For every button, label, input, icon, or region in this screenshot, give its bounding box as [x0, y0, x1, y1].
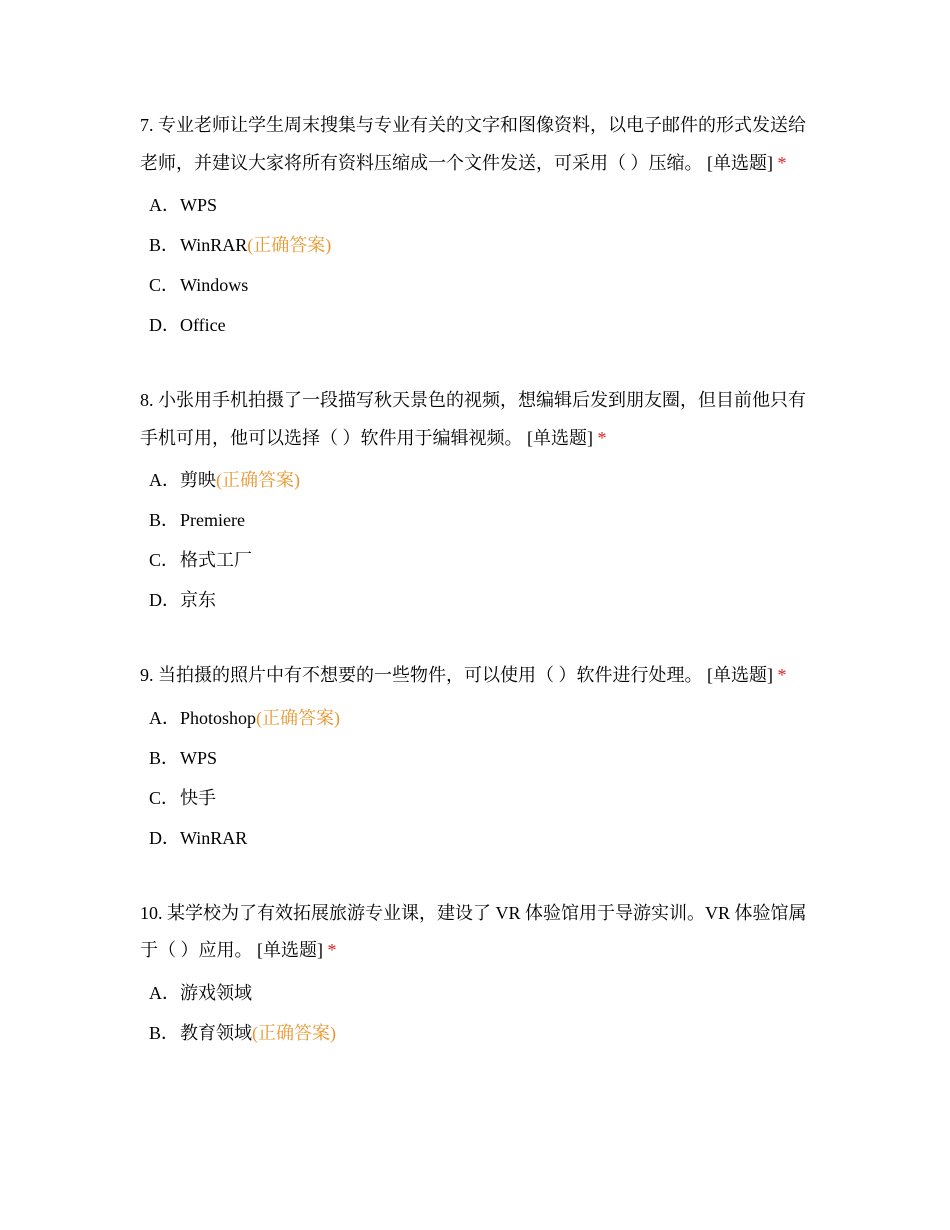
option-a: [140, 973, 820, 1013]
option-text: 快手: [180, 787, 216, 808]
option-text: WinRAR: [180, 827, 248, 848]
option-text: Office: [180, 315, 226, 335]
option-letter: C．: [149, 787, 180, 808]
option-text: WPS: [180, 747, 218, 768]
correct-answer-label: (正确答案): [216, 470, 300, 490]
option-text: 教育领域: [180, 1022, 252, 1043]
option-letter: A．: [149, 195, 180, 215]
option-letter: D．: [149, 827, 180, 848]
option-c: [140, 265, 820, 305]
correct-answer-label: (正确答案): [256, 707, 341, 728]
option-letter: C．: [149, 550, 180, 570]
option-list: [140, 460, 820, 620]
option-letter: B．: [149, 747, 180, 768]
option-letter: D．: [149, 315, 180, 335]
option-text: 格式工厂: [180, 550, 252, 570]
required-mark: *: [327, 940, 337, 960]
question-title: [140, 657, 820, 695]
required-mark: *: [777, 152, 787, 173]
option-letter: C．: [149, 275, 180, 295]
option-list: [140, 973, 820, 1053]
question-text: 8. 小张用手机拍摄了一段描写秋天景色的视频，想编辑后发到朋友圈，但目前他只有手机可用，他可以选择（ ）软件用于编辑视频。 [单选题]: [140, 390, 806, 448]
option-b: [140, 500, 820, 540]
option-letter: D．: [149, 590, 180, 610]
option-c: [140, 778, 820, 818]
option-text: Windows: [180, 275, 249, 295]
option-b: [140, 1013, 820, 1053]
question-7: [140, 107, 820, 345]
question-text: 10. 某学校为了有效拓展旅游专业课，建设了 VR 体验馆用于导游实训。VR 体验馆属于（ ）应用。 [单选题]: [140, 902, 807, 960]
correct-answer-label: (正确答案): [252, 1022, 336, 1043]
option-text: 京东: [180, 590, 216, 610]
option-b: [140, 225, 820, 265]
question-10: [140, 895, 820, 1053]
option-text: 游戏领域: [180, 982, 252, 1003]
option-d: [140, 818, 820, 858]
question-8: [140, 382, 820, 620]
option-a: [140, 698, 820, 738]
option-letter: B．: [149, 235, 180, 255]
option-d: [140, 580, 820, 620]
option-text: WPS: [180, 195, 218, 215]
option-letter: A．: [149, 982, 180, 1003]
question-title: [140, 895, 820, 970]
required-mark: *: [597, 427, 607, 448]
option-list: [140, 698, 820, 858]
correct-answer-label: (正确答案): [247, 235, 332, 255]
option-c: [140, 540, 820, 580]
option-letter: A．: [149, 470, 180, 490]
option-text: Premiere: [180, 510, 245, 530]
option-text: WinRAR: [180, 235, 248, 255]
option-a: [140, 460, 820, 500]
question-title: [140, 107, 820, 182]
option-text: Photoshop: [180, 707, 257, 728]
option-list: [140, 185, 820, 345]
option-b: [140, 738, 820, 778]
option-text: 剪映: [180, 470, 216, 490]
question-title: [140, 382, 820, 457]
option-a: [140, 185, 820, 225]
question-text: 7. 专业老师让学生周末搜集与专业有关的文字和图像资料，以电子邮件的形式发送给老师，并建议大家将所有资料压缩成一个文件发送，可采用（ ）压缩。 [单选题]: [140, 115, 806, 173]
option-letter: B．: [149, 1022, 180, 1043]
option-d: [140, 305, 820, 345]
question-9: [140, 657, 820, 858]
document-page: [140, 107, 820, 1090]
option-letter: A．: [149, 707, 180, 728]
option-letter: B．: [149, 510, 180, 530]
required-mark: *: [777, 665, 787, 685]
question-text: 9. 当拍摄的照片中有不想要的一些物件，可以使用（ ）软件进行处理。 [单选题]: [140, 665, 773, 685]
